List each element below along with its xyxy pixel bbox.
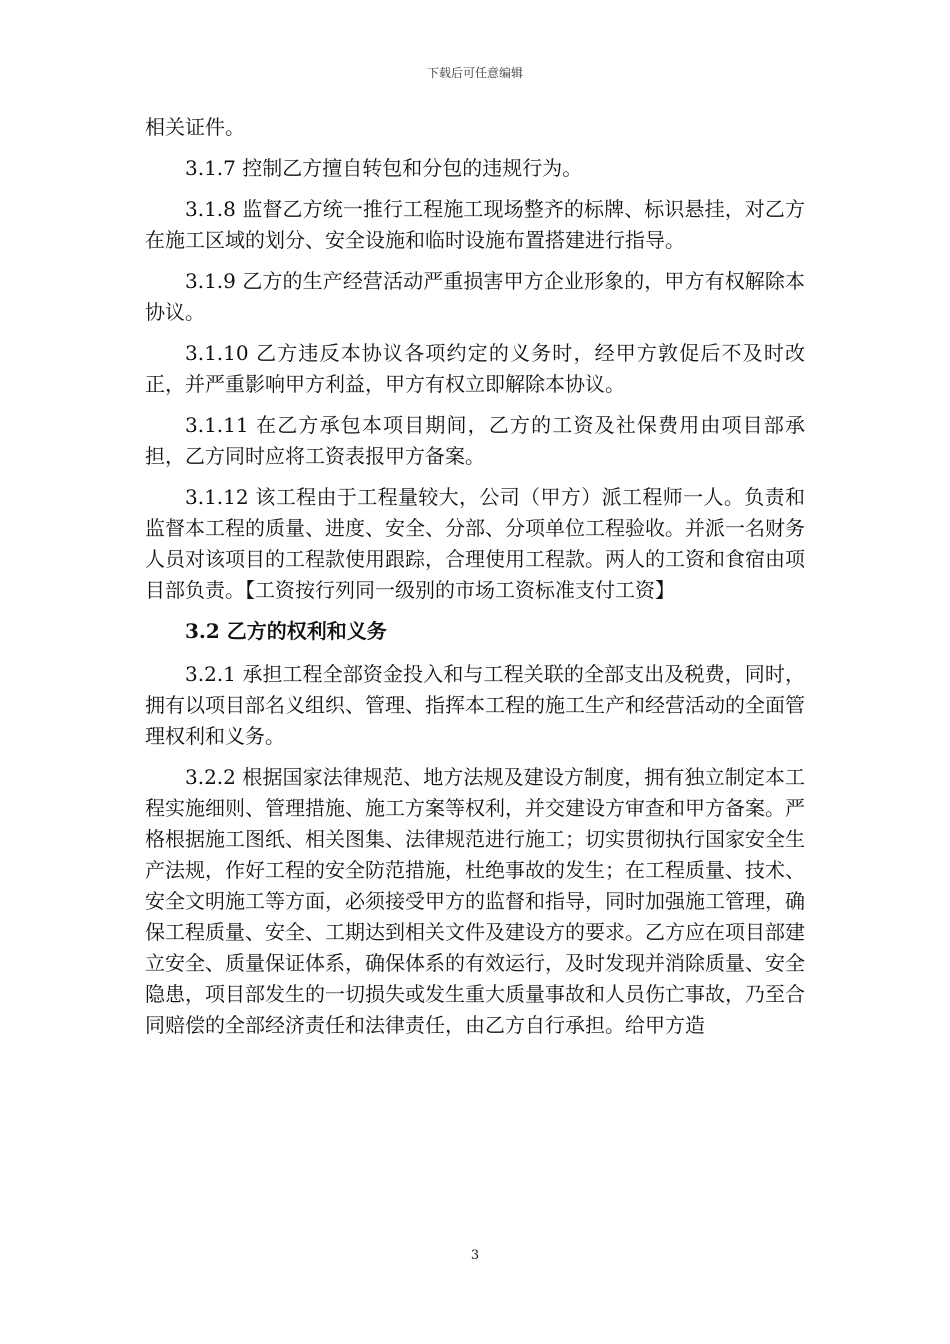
paragraph-3-2-1: 3.2.1 承担工程全部资金投入和与工程关联的全部支出及税费，同时，拥有以项目部名义组织、管理、指挥本工程的施工生产和经营活动的全面管理权利和义务。	[145, 662, 805, 748]
document-body	[145, 112, 805, 1051]
paragraph-3-1-11: 3.1.11 在乙方承包本项目期间，乙方的工资及社保费用由项目部承担，乙方同时应将工资表报甲方备案。	[145, 413, 805, 468]
paragraph-3-1-7: 3.1.7 控制乙方擅自转包和分包的违规行为。	[185, 156, 583, 180]
paragraph-0: 相关证件。	[145, 115, 245, 139]
paragraph-3-1-12: 3.1.12 该工程由于工程量较大，公司（甲方）派工程师一人。负责和监督本工程的质量、进度、安全、分部、分项单位工程验收。并派一名财务人员对该项目的工程款使用跟踪，合理使用工程款。两人的工资和食宿由项目部负责。【工资按行列同一级别的市场工资标准支付工资】	[145, 485, 805, 602]
paragraph-3-2-2: 3.2.2 根据国家法律规范、地方法规及建设方制度，拥有独立制定本工程实施细则、管理措施、施工方案等权利，并交建设方审查和甲方备案。严格根据施工图纸、相关图集、法律规范进行施工；切实贯彻执行国家安全生产法规，作好工程的安全防范措施，杜绝事故的发生；在工程质量、技术、安全文明施工等方面，必须接受甲方的监督和指导，同时加强施工管理，确保工程质量、安全、工期达到相关文件及建设方的要求。乙方应在项目部建立安全、质量保证体系，确保体系的有效运行，及时发现并消除质量、安全隐患，项目部发生的一切损失或发生重大质量事故和人员伤亡事故，乃至合同赔偿的全部经济责任和法律责任，由乙方自行承担。给甲方造	[145, 765, 805, 1037]
page-header-note: 下载后可任意编辑	[426, 66, 523, 80]
paragraph-3-1-9: 3.1.9 乙方的生产经营活动严重损害甲方企业形象的，甲方有权解除本协议。	[145, 269, 805, 324]
paragraph-3-1-8: 3.1.8 监督乙方统一推行工程施工现场整齐的标牌、标识悬挂，对乙方在施工区域的划分、安全设施和临时设施布置搭建进行指导。	[145, 197, 805, 252]
section-heading-3-2: 3.2 乙方的权利和义务	[185, 619, 387, 643]
paragraph-3-1-10: 3.1.10 乙方违反本协议各项约定的义务时，经甲方敦促后不及时改正，并严重影响甲方利益，甲方有权立即解除本协议。	[145, 341, 805, 396]
page-number: 3	[470, 1248, 480, 1263]
